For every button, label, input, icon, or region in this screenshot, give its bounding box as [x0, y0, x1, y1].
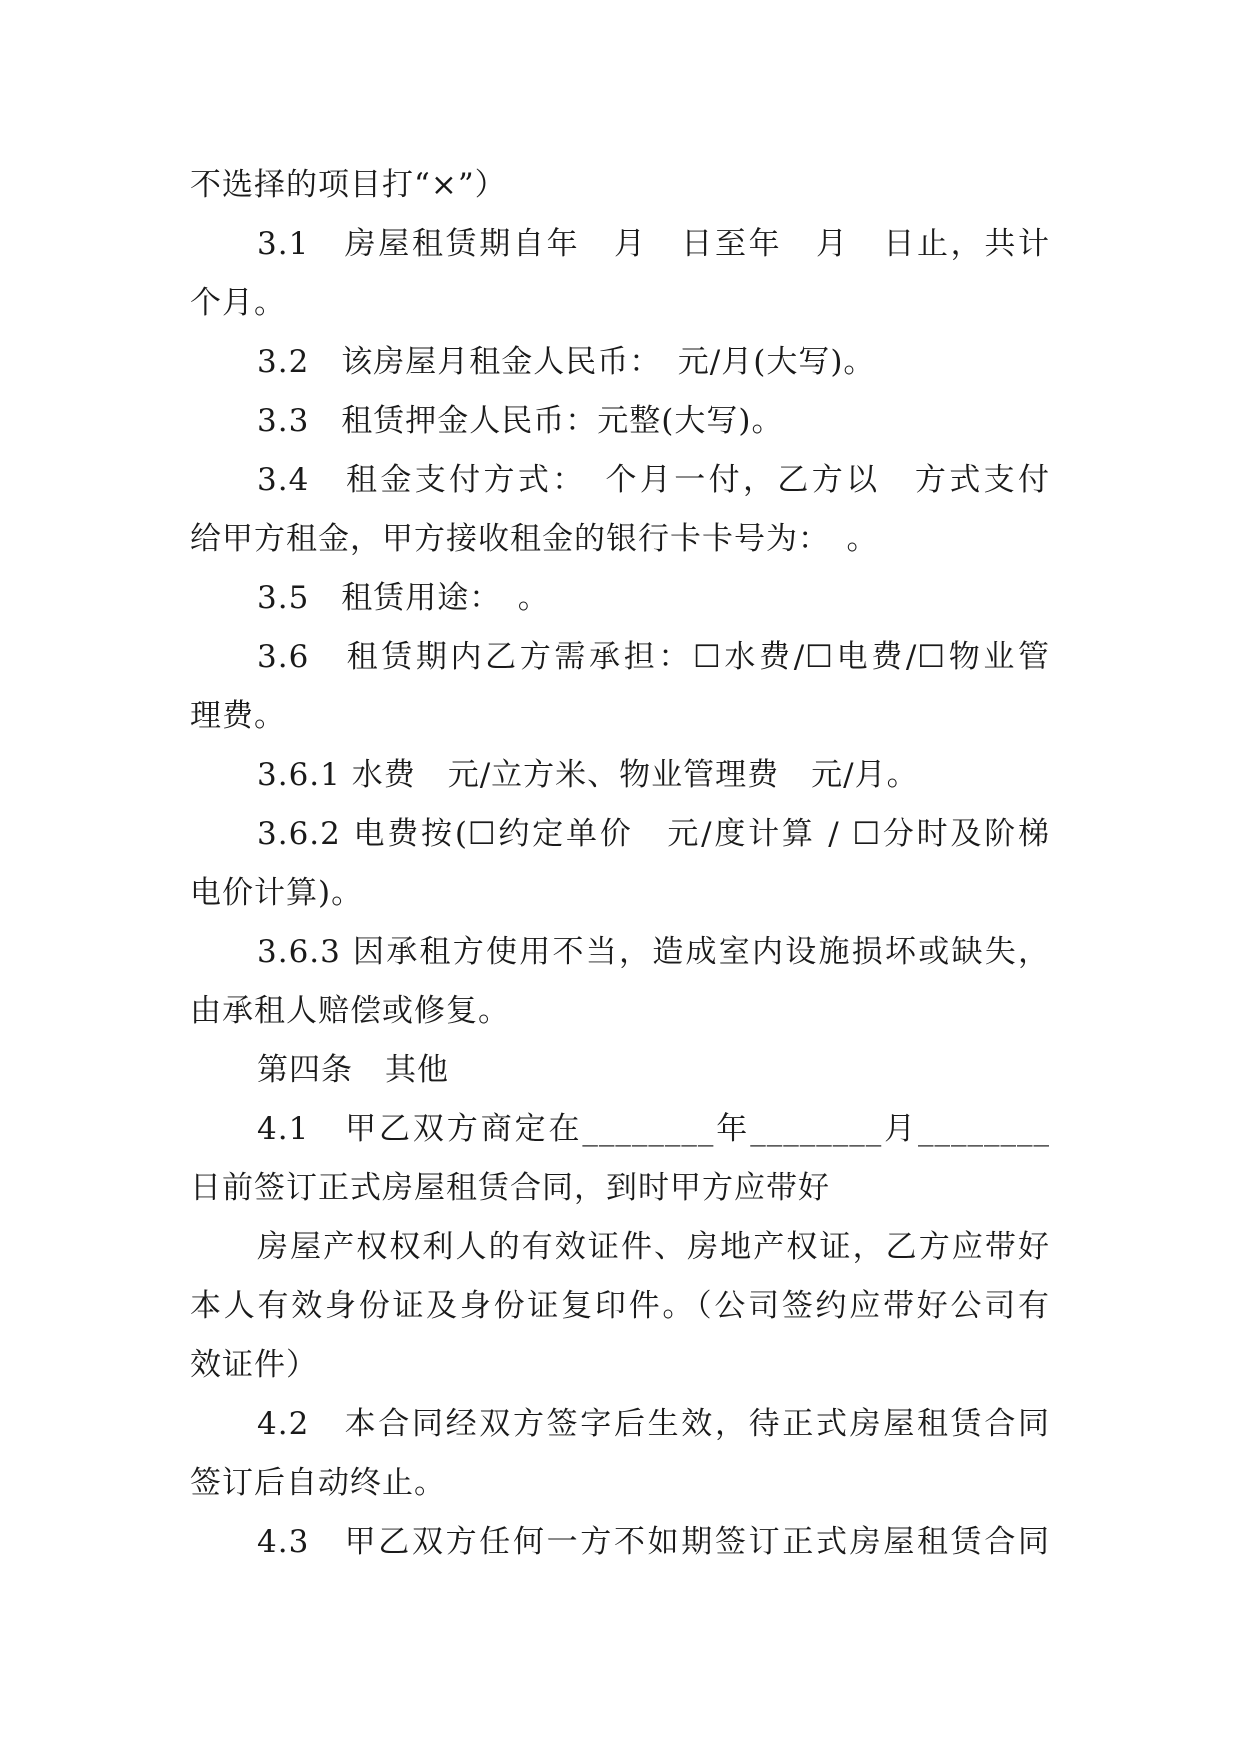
clause-3-6: 3.6 租赁期内乙方需承担：☐水费/☐电费/☐物业管	[257, 639, 1050, 675]
text-line: 日前签订正式房屋租赁合同，到时甲方应带好	[190, 1170, 830, 1206]
clause-3-6-2: 3.6.2 电费按(☐约定单价 元/度计算 / ☐分时及阶梯	[257, 816, 1050, 852]
text-line: 签订后自动终止。	[190, 1465, 446, 1501]
clause-3-3: 3.3 租赁押金人民币：元整(大写)。	[257, 403, 784, 439]
text-line: 由承租人赔偿或修复。	[190, 993, 510, 1029]
text-line: 效证件）	[190, 1347, 318, 1383]
clause-3-6-3: 3.6.3 因承租方使用不当，造成室内设施损坏或缺失，	[257, 934, 1050, 970]
text-line: 房屋产权权利人的有效证件、房地产权证，乙方应带好	[257, 1229, 1050, 1265]
clause-3-1: 3.1 房屋租赁期自年 月 日至年 月 日止，共计	[257, 226, 1050, 262]
article-4-heading: 第四条 其他	[257, 1052, 449, 1088]
text-line: 理费。	[190, 698, 286, 734]
clause-3-5: 3.5 租赁用途： 。	[257, 580, 550, 616]
clause-3-2: 3.2 该房屋月租金人民币： 元/月(大写)。	[257, 344, 876, 380]
clause-4-2: 4.2 本合同经双方签字后生效，待正式房屋租赁合同	[257, 1406, 1050, 1442]
text-line: 给甲方租金，甲方接收租金的银行卡卡号为： 。	[190, 521, 879, 557]
clause-3-6-1: 3.6.1 水费 元/立方米、物业管理费 元/月。	[257, 757, 919, 793]
clause-4-3: 4.3 甲乙双方任何一方不如期签订正式房屋租赁合同	[257, 1524, 1050, 1560]
text-line: 不选择的项目打“×”）	[190, 167, 507, 203]
text-line: 本人有效身份证及身份证复印件。（公司签约应带好公司有	[190, 1288, 1050, 1324]
text-line: 个月。	[190, 285, 286, 321]
clause-3-4: 3.4 租金支付方式： 个月一付，乙方以 方式支付	[257, 462, 1050, 498]
clause-4-1: 4.1 甲乙双方商定在________年________月________	[257, 1111, 1050, 1147]
text-line: 电价计算)。	[190, 875, 364, 911]
